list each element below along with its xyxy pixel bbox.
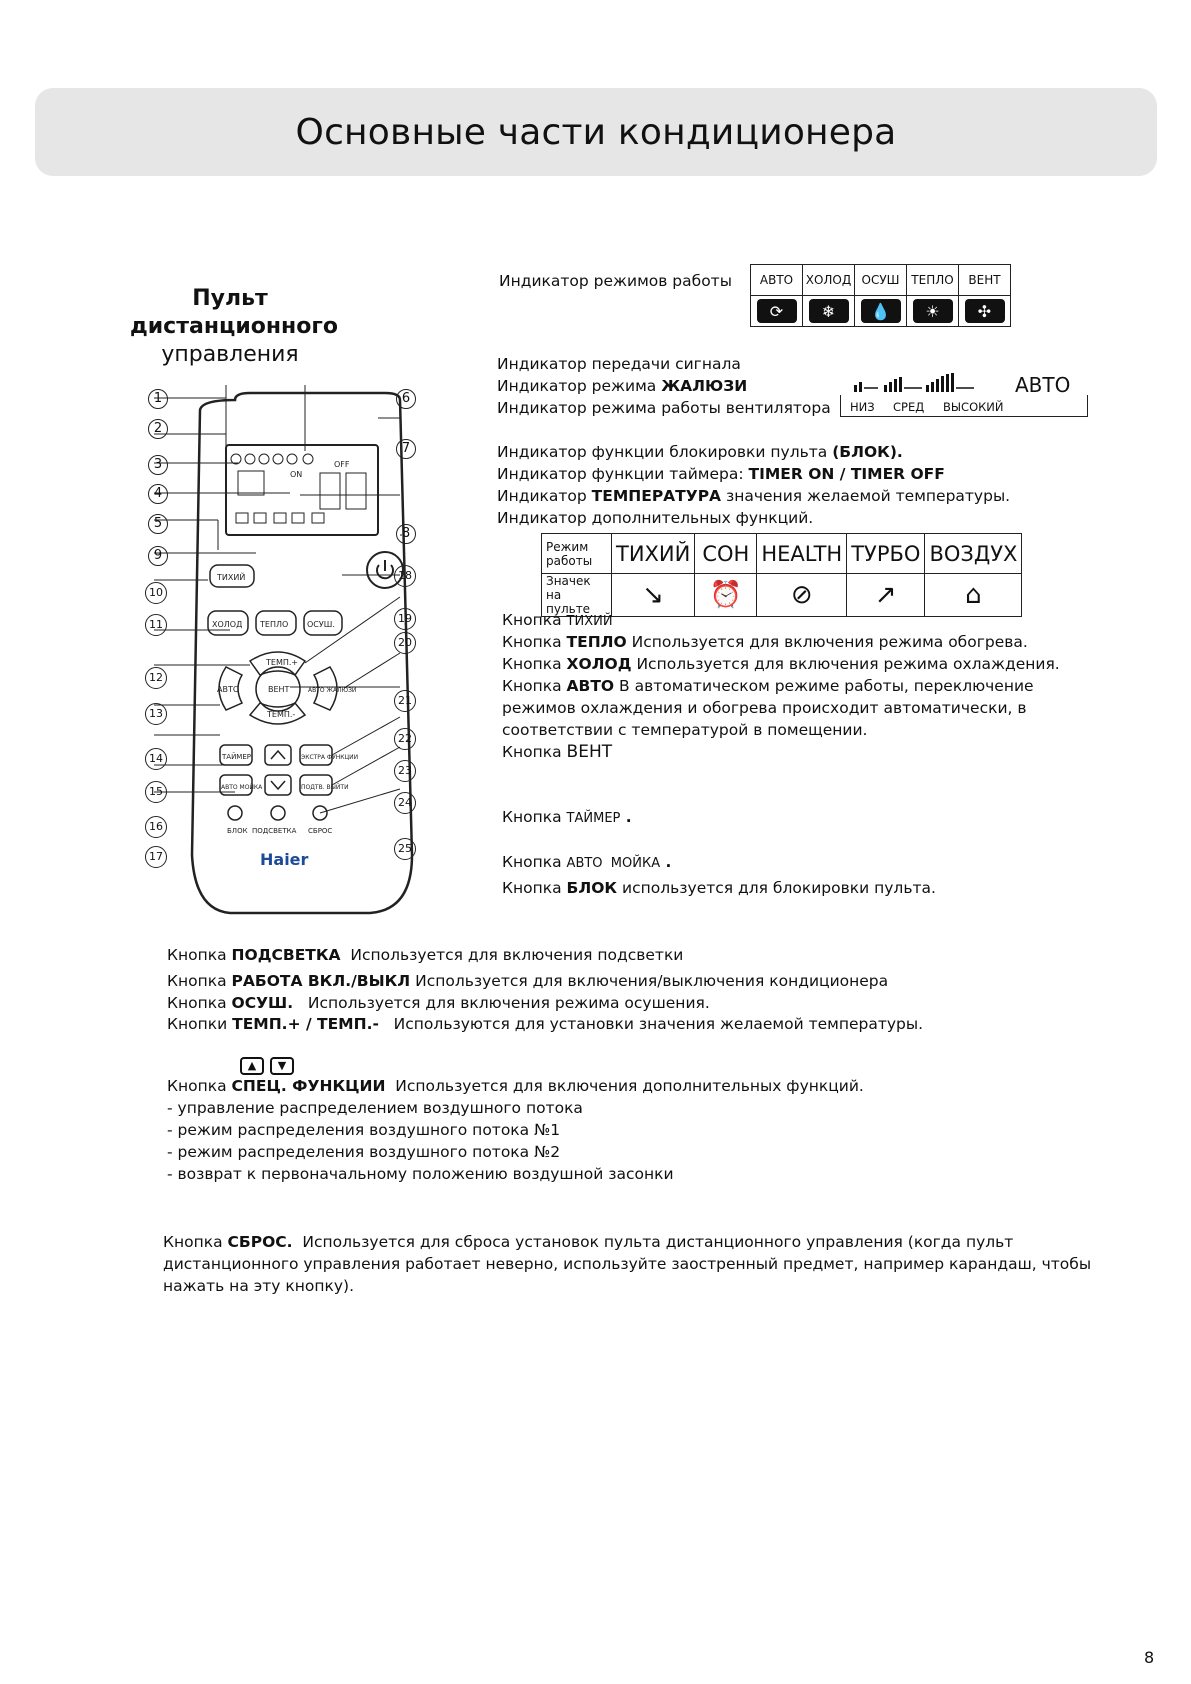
indicator-timer-bold: TIMER ON / TIMER OFF — [748, 465, 945, 483]
desc-backlight — [167, 944, 683, 966]
callout-13: 13 — [145, 703, 167, 725]
mode-dry: ОСУШ — [855, 265, 907, 296]
mode-fan: ВЕНТ — [959, 265, 1011, 296]
callout-9: 9 — [148, 546, 168, 566]
alarm-clock-icon: ⏰ — [695, 574, 757, 617]
desc-power-prefix: Кнопка — [167, 972, 232, 990]
fan-icon: ✣ — [965, 299, 1005, 323]
desc-heat-prefix: Кнопка — [502, 633, 567, 651]
callout-lines — [154, 385, 402, 813]
callout-5: 5 — [148, 514, 168, 534]
desc-heat — [502, 631, 1028, 653]
callout-4: 4 — [148, 484, 168, 504]
callout-24: 24 — [394, 792, 416, 814]
desc-dry-prefix: Кнопка — [167, 994, 232, 1012]
extra-row1-label: Режим работы — [542, 534, 612, 574]
up-icon — [271, 751, 285, 759]
callout-25: 25 — [394, 838, 416, 860]
fan-speed-bars — [840, 373, 1020, 397]
page-title: Основные части кондиционера — [295, 111, 897, 153]
desc-cool — [502, 653, 1060, 675]
desc-spec-text: Используется для включения дополнительных функций. — [385, 1077, 864, 1095]
btn-auto-clean-label: АВТО МОЙКА — [221, 784, 263, 791]
desc-fan-name: ВЕНТ — [566, 742, 613, 762]
extra-func-air: ВОЗДУХ — [925, 534, 1022, 574]
btn-dry-label: ОСУШ. — [307, 620, 335, 629]
btn-heat-label: ТЕПЛО — [260, 620, 289, 629]
turbo-icon: ↗ — [847, 574, 925, 617]
power-icon — [377, 560, 393, 578]
lcd-on-label: ON — [290, 470, 303, 479]
extra-func-health: HEALTH — [757, 534, 847, 574]
desc-fan-prefix: Кнопка — [502, 743, 567, 761]
extra-row2-label: Значек на пульте — [542, 574, 612, 617]
btn-temp-down-label: ТЕМП.- — [267, 710, 296, 719]
desc-power-name: РАБОТА ВКЛ./ВЫКЛ — [231, 972, 411, 990]
desc-temp-text: Используются для установки значения желаемой температуры. — [378, 1015, 924, 1033]
callout-21: 21 — [394, 690, 416, 712]
desc-quiet — [502, 609, 613, 633]
desc-backlight-name: ПОДСВЕТКА — [231, 946, 341, 964]
desc-temp — [167, 1013, 923, 1035]
callout-1: 1 — [148, 389, 168, 409]
fan-speed-low: НИЗ — [850, 400, 875, 414]
indicator-temp-suffix: значения желаемой температуры. — [721, 487, 1011, 505]
desc-power-text: Используется для включения/выключения кондиционера — [410, 972, 889, 990]
callout-7: 7 — [396, 439, 416, 459]
brand-logo: Haier — [260, 850, 309, 869]
extra-func-sleep: СОН — [695, 534, 757, 574]
desc-cool-prefix: Кнопка — [502, 655, 567, 673]
btn-cool-label: ХОЛОД — [212, 620, 243, 629]
desc-clean — [502, 851, 671, 875]
indicator-extra: Индикатор дополнительных функций. — [497, 509, 814, 527]
desc-timer-name: ТАЙМЕР — [566, 811, 621, 826]
remote-title — [130, 285, 338, 369]
callout-11: 11 — [145, 614, 167, 636]
callout-10: 10 — [145, 582, 167, 604]
callout-17: 17 — [145, 846, 167, 868]
desc-lock-prefix: Кнопка — [502, 879, 567, 897]
btn-auto-label: АВТО — [217, 685, 240, 694]
desc-clean-prefix: Кнопка — [502, 853, 567, 871]
desc-auto — [502, 675, 1034, 697]
callout-8: 8 — [396, 524, 416, 544]
callout-18: 18 — [394, 565, 416, 587]
indicator-lock — [497, 441, 903, 463]
page-header — [35, 88, 1157, 176]
desc-cool-name: ХОЛОД — [566, 655, 632, 673]
desc-auto-line3: соответствии с температурой в помещении. — [502, 721, 868, 739]
callout-20: 20 — [394, 632, 416, 654]
btn-extra-label: ЭКСТРА ФУНКЦИИ — [301, 754, 359, 761]
callout-22: 22 — [394, 728, 416, 750]
extra-func-quiet: ТИХИЙ — [612, 534, 695, 574]
desc-lock-name: БЛОК — [566, 879, 618, 897]
house-air-icon: ⌂ — [925, 574, 1022, 617]
callout-19: 19 — [394, 608, 416, 630]
spec-item-3: - режим распределения воздушного потока №2 — [167, 1143, 561, 1161]
desc-power — [167, 970, 888, 992]
arrow-down-icon: ▼ — [270, 1057, 294, 1075]
indicator-timer — [497, 463, 945, 485]
desc-fan — [502, 741, 612, 763]
btn-confirm-label: ПОДТВ. ВЫЙТИ — [301, 784, 349, 791]
callout-12: 12 — [145, 667, 167, 689]
indicator-temp-prefix: Индикатор — [497, 487, 592, 505]
btn-backlight — [271, 806, 285, 820]
modes-indicator-label: Индикатор режимов работы — [499, 272, 732, 290]
indicator-temp-bold: ТЕМПЕРАТУРА — [591, 487, 722, 505]
indicator-louver — [497, 375, 747, 397]
indicator-lock-prefix: Индикатор функции блокировки пульта — [497, 443, 833, 461]
lcd-off-label: OFF — [334, 460, 350, 469]
mode-heat: ТЕПЛО — [907, 265, 959, 296]
callout-14: 14 — [145, 748, 167, 770]
desc-cool-text: Используется для включения режима охлаждения. — [631, 655, 1060, 673]
btn-auto-louver-label: АВТО ЖАЛЮЗИ — [308, 687, 357, 694]
desc-reset-prefix: Кнопка — [163, 1233, 228, 1251]
remote-title-line3: управления — [161, 342, 299, 367]
page-number: 8 — [1144, 1648, 1155, 1667]
leaf-icon: ⊘ — [757, 574, 847, 617]
desc-dry-text: Используется для включения режима осушения. — [293, 994, 710, 1012]
desc-clean-name: АВТО МОЙКА — [566, 856, 661, 871]
desc-quiet-name: ТИХИЙ — [566, 614, 613, 629]
desc-auto-name: АВТО — [566, 677, 615, 695]
extra-func-turbo: ТУРБО — [847, 534, 925, 574]
desc-reset-name: СБРОС. — [227, 1233, 293, 1251]
btn-timer-label: ТАЙМЕР — [222, 753, 251, 761]
callout-23: 23 — [394, 760, 416, 782]
desc-reset-text1: Используется для сброса установок пульта дистанционного управления (когда пульт — [292, 1233, 1014, 1251]
desc-backlight-text: Используется для включения подсветки — [340, 946, 684, 964]
fan-speed-mid: СРЕД — [893, 400, 925, 414]
callout-3: 3 — [148, 455, 168, 475]
btn-lock-label: БЛОК — [227, 827, 248, 835]
btn-fan-label: ВЕНТ — [268, 685, 290, 694]
indicator-timer-prefix: Индикатор функции таймера: — [497, 465, 749, 483]
spec-item-4: - возврат к первоначальному положению воздушной засонки — [167, 1165, 674, 1183]
desc-lock-text: используется для блокировки пульта. — [617, 879, 936, 897]
remote-title-line2: дистанционного — [130, 314, 338, 339]
desc-timer-prefix: Кнопка — [502, 808, 567, 826]
lcd-screen — [226, 445, 378, 535]
mode-cool: ХОЛОД — [803, 265, 855, 296]
btn-lock — [228, 806, 242, 820]
desc-auto-line2: режимов охлаждения и обогрева происходит автоматически, в — [502, 699, 1027, 717]
spec-item-1: - управление распределением воздушного потока — [167, 1099, 583, 1117]
indicator-temperature — [497, 485, 1010, 507]
remote-title-line1: Пульт — [192, 286, 268, 311]
callout-16: 16 — [145, 816, 167, 838]
desc-lock — [502, 877, 936, 899]
desc-temp-prefix: Кнопки — [167, 1015, 233, 1033]
desc-timer — [502, 806, 632, 830]
quiet-icon: ↘ — [612, 574, 695, 617]
drop-icon: 💧 — [861, 299, 901, 323]
desc-auto-prefix: Кнопка — [502, 677, 567, 695]
desc-reset — [163, 1231, 1013, 1253]
fan-speed-indicator — [840, 373, 1090, 423]
desc-reset-line3: нажать на эту кнопку). — [163, 1277, 355, 1295]
sun-icon: ☀ — [913, 299, 953, 323]
callout-2: 2 — [148, 419, 168, 439]
btn-temp-up-label: ТЕМП.+ — [266, 658, 299, 667]
btn-backlight-label: ПОДСВЕТКА — [252, 827, 297, 835]
snowflake-icon: ❄ — [809, 299, 849, 323]
down-icon — [271, 781, 285, 789]
indicator-louver-prefix: Индикатор режима — [497, 377, 662, 395]
desc-heat-name: ТЕПЛО — [566, 633, 627, 651]
spec-arrows — [240, 1053, 300, 1075]
mode-auto: АВТО — [751, 265, 803, 296]
arrow-up-icon: ▲ — [240, 1057, 264, 1075]
desc-dry — [167, 992, 710, 1014]
desc-backlight-prefix: Кнопка — [167, 946, 232, 964]
desc-quiet-prefix: Кнопка — [502, 611, 567, 629]
spec-item-2: - режим распределения воздушного потока №1 — [167, 1121, 561, 1139]
callout-6: 6 — [396, 389, 416, 409]
fan-speed-auto: АВТО — [1012, 373, 1073, 397]
desc-spec — [167, 1075, 864, 1097]
indicator-lock-bold: (БЛОК). — [832, 443, 903, 461]
desc-spec-name: СПЕЦ. ФУНКЦИИ — [231, 1077, 386, 1095]
modes-indicator-table — [750, 264, 1011, 327]
btn-reset-label: СБРОС — [308, 827, 333, 835]
desc-clean-dot: . — [660, 853, 672, 871]
btn-down — [265, 775, 291, 795]
desc-auto-text: В автоматическом режиме работы, переключение — [614, 677, 1034, 695]
btn-up — [265, 745, 291, 765]
indicator-signal: Индикатор передачи сигнала — [497, 355, 741, 373]
desc-temp-name: ТЕМП.+ / ТЕМП.- — [232, 1015, 379, 1033]
indicator-louver-bold: ЖАЛЮЗИ — [661, 377, 748, 395]
desc-timer-dot: . — [620, 808, 632, 826]
extra-functions-table — [541, 533, 1022, 617]
desc-spec-prefix: Кнопка — [167, 1077, 232, 1095]
desc-reset-line2: дистанционного управления работает неверно, используйте заостренный предмет, например карандаш, чтобы — [163, 1255, 1092, 1273]
indicator-fan-mode: Индикатор режима работы вентилятора — [497, 399, 831, 417]
auto-cycle-icon: ⟳ — [757, 299, 797, 323]
callout-15: 15 — [145, 781, 167, 803]
btn-quiet-label: ТИХИЙ — [217, 573, 246, 582]
desc-heat-text: Используется для включения режима обогрева. — [626, 633, 1028, 651]
desc-dry-name: ОСУШ. — [231, 994, 294, 1012]
fan-speed-high: ВЫСОКИЙ — [943, 400, 1004, 414]
